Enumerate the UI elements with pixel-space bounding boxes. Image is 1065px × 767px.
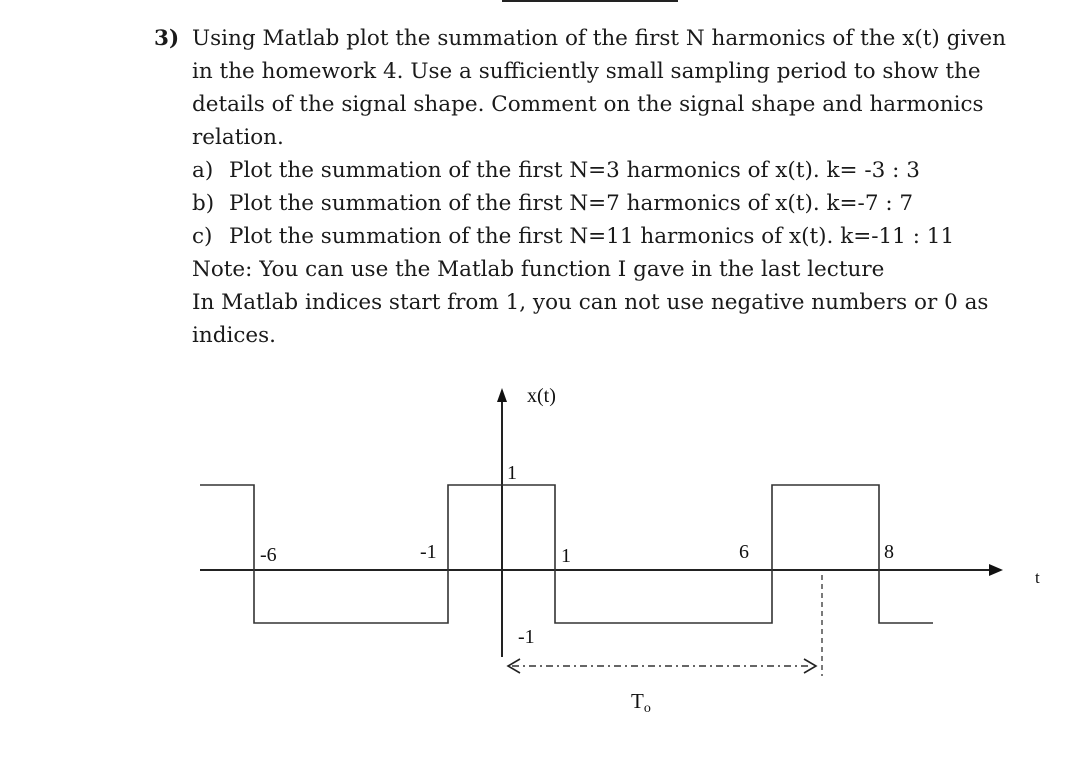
y-axis-label: x(t) — [527, 385, 556, 407]
x-axis-arrow-icon — [989, 564, 1003, 576]
part-c-label: c) — [192, 224, 213, 249]
note-line-1: Note: You can use the Matlab function I gave in the last lecture — [192, 257, 885, 282]
part-b-label: b) — [192, 191, 215, 216]
level-low-label: -1 — [518, 626, 535, 648]
tick-label-8: 8 — [884, 541, 894, 563]
part-c-text: Plot the summation of the first N=11 harmonics of x(t). k=-11 : 11 — [229, 224, 955, 249]
level-high-label: 1 — [507, 462, 517, 484]
note-line-3: indices. — [192, 323, 276, 348]
tick-label-neg1: -1 — [420, 541, 437, 563]
period-label-sub: o — [643, 701, 651, 716]
part-a-text: Plot the summation of the first N=3 harmonics of x(t). k= -3 : 3 — [229, 158, 920, 183]
question-number: 3) — [154, 26, 180, 51]
tick-label-6: 6 — [739, 541, 749, 563]
intro-line-2: in the homework 4. Use a sufficiently small sampling period to show the — [192, 59, 981, 84]
note-line-2: In Matlab indices start from 1, you can not use negative numbers or 0 as — [192, 290, 989, 315]
tick-label-neg6: -6 — [260, 544, 277, 566]
part-a-label: a) — [192, 158, 214, 183]
x-axis-label: t — [1035, 568, 1040, 587]
tick-label-1: 1 — [561, 545, 571, 567]
intro-line-4: relation. — [192, 125, 284, 150]
intro-line-3: details of the signal shape. Comment on the signal shape and harmonics — [192, 92, 984, 117]
y-axis-arrow-icon — [497, 388, 507, 402]
intro-line-1: Using Matlab plot the summation of the first N harmonics of the x(t) given — [192, 26, 1006, 51]
part-b-text: Plot the summation of the first N=7 harmonics of x(t). k=-7 : 7 — [229, 191, 914, 216]
period-label-main: T — [631, 689, 644, 713]
period-label — [631, 689, 651, 716]
